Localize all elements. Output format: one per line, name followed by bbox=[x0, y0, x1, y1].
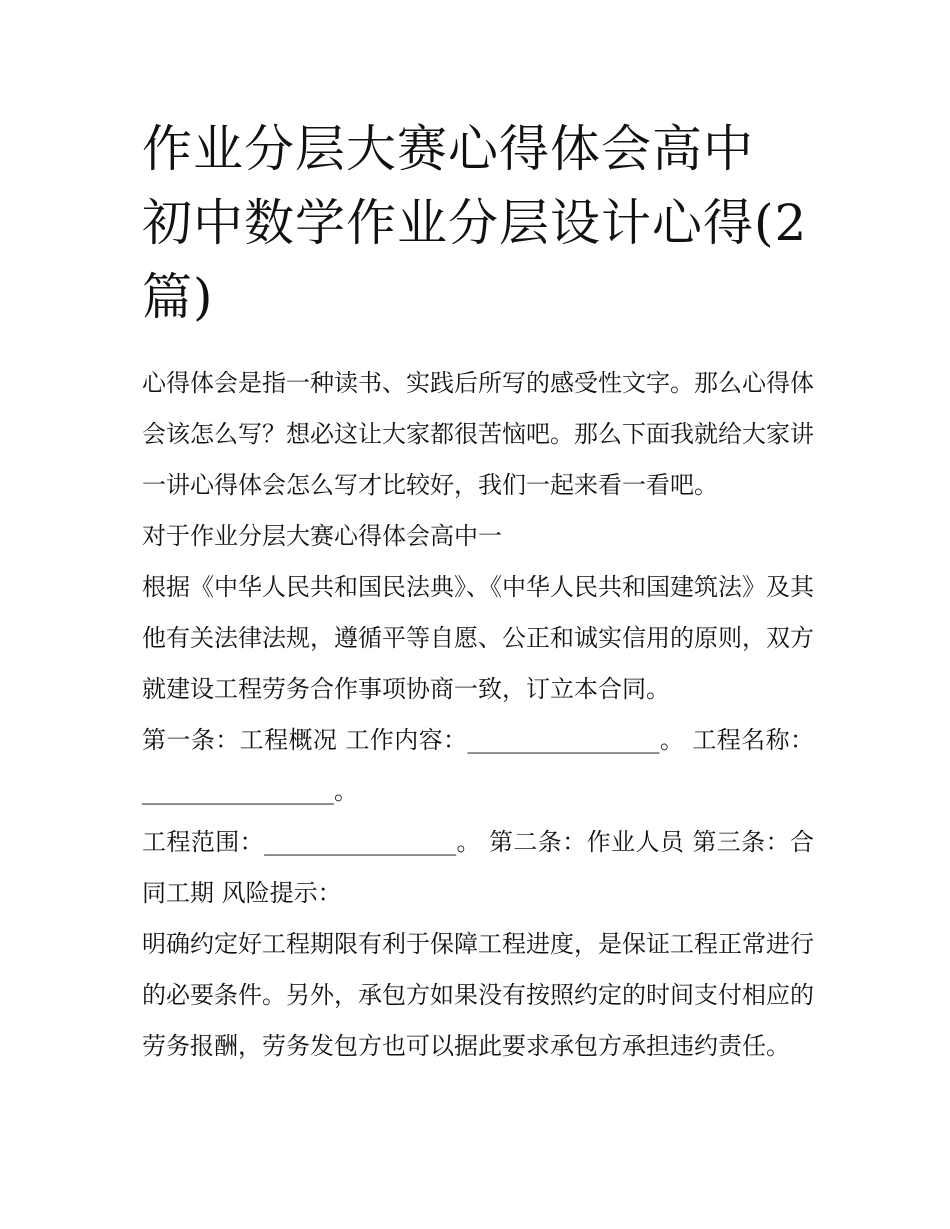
paragraph-article-one: 第一条：工程概况 工作内容：________________。 工程名称：________________。 bbox=[142, 726, 814, 805]
document-title: 作业分层大赛心得体会高中 初中数学作业分层设计心得(2篇) bbox=[142, 120, 808, 326]
paragraph-heading: 对于作业分层大赛心得体会高中一 bbox=[142, 522, 502, 550]
paragraph-intro: 心得体会是指一种读书、实践后所写的感受性文字。那么心得体会该怎么写？想必这让大家都很苦恼吧。那么下面我就给大家讲一讲心得体会怎么写才比较好，我们一起来看一看吧。 bbox=[142, 369, 814, 499]
document-content bbox=[142, 112, 814, 1072]
paragraph-risk-note: 明确约定好工程期限有利于保障工程进度，是保证工程正常进行的必要条件。另外，承包方如果没有按照约定的时间支付相应的劳务报酬，劳务发包方也可以据此要求承包方承担违约责任。 bbox=[142, 930, 814, 1060]
document-body bbox=[142, 358, 814, 1072]
paragraph-scope: 工程范围：________________。 第二条：作业人员 第三条：合同工期 风险提示： bbox=[142, 828, 814, 907]
paragraph-basis: 根据《中华人民共和国民法典》、《中华人民共和国建筑法》及其他有关法律法规，遵循平等自愿、公正和诚实信用的原则，双方就建设工程劳务合作事项协商一致，订立本合同。 bbox=[142, 573, 814, 703]
